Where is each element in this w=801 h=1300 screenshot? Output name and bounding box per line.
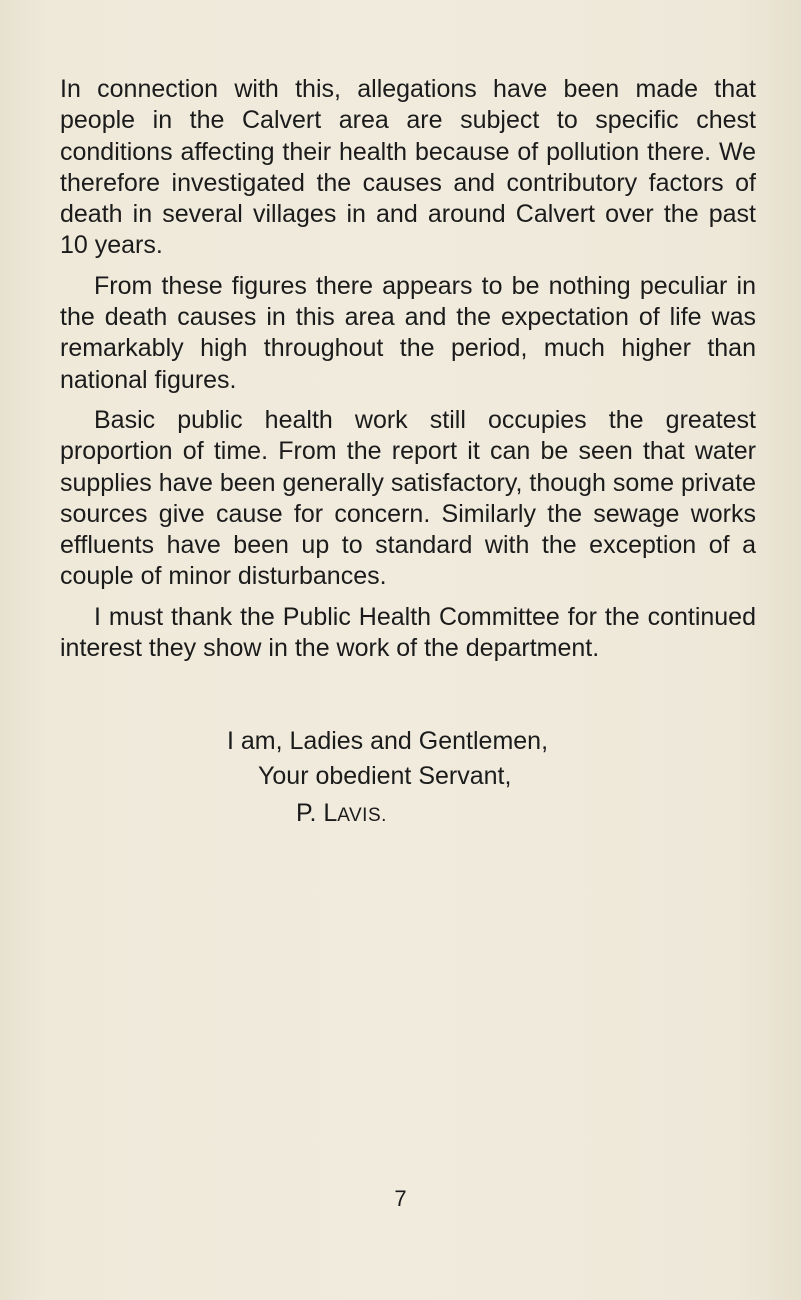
valediction: Your obedient Servant, [258, 762, 512, 790]
paragraph-thanks: I must thank the Public Health Committee for the continued interest they show in the work of the department. [60, 602, 756, 663]
body-text [60, 74, 756, 673]
paragraph-death-causes: From these figures there appears to be nothing peculiar in the death causes in this area and the expectation of life was remarkably high throughout the period, much higher than national figures. [60, 271, 756, 394]
page-number: 7 [394, 1186, 407, 1211]
paragraph-allegations: In connection with this, allegations have been made that people in the Calvert area are subject to specific chest conditions affecting their health because of pollution there. We therefore investigated the causes and contributory factors of death in several villages in and around Calvert over the past 10 years. [60, 75, 756, 260]
paragraph-public-health-work: Basic public health work still occupies the greatest proportion of time. From the report it can be seen that water supplies have been generally satisfactory, though some private sources give cause for concern. Similarly the sewage works effluents have been up to standard with the exception of a couple of minor disturbances. [60, 405, 756, 591]
signature-initial: P. L [296, 799, 338, 827]
salutation: I am, Ladies and Gentlemen, [227, 727, 549, 755]
signature [296, 798, 387, 831]
signature-surname-smallcaps: AVIS. [337, 805, 387, 826]
